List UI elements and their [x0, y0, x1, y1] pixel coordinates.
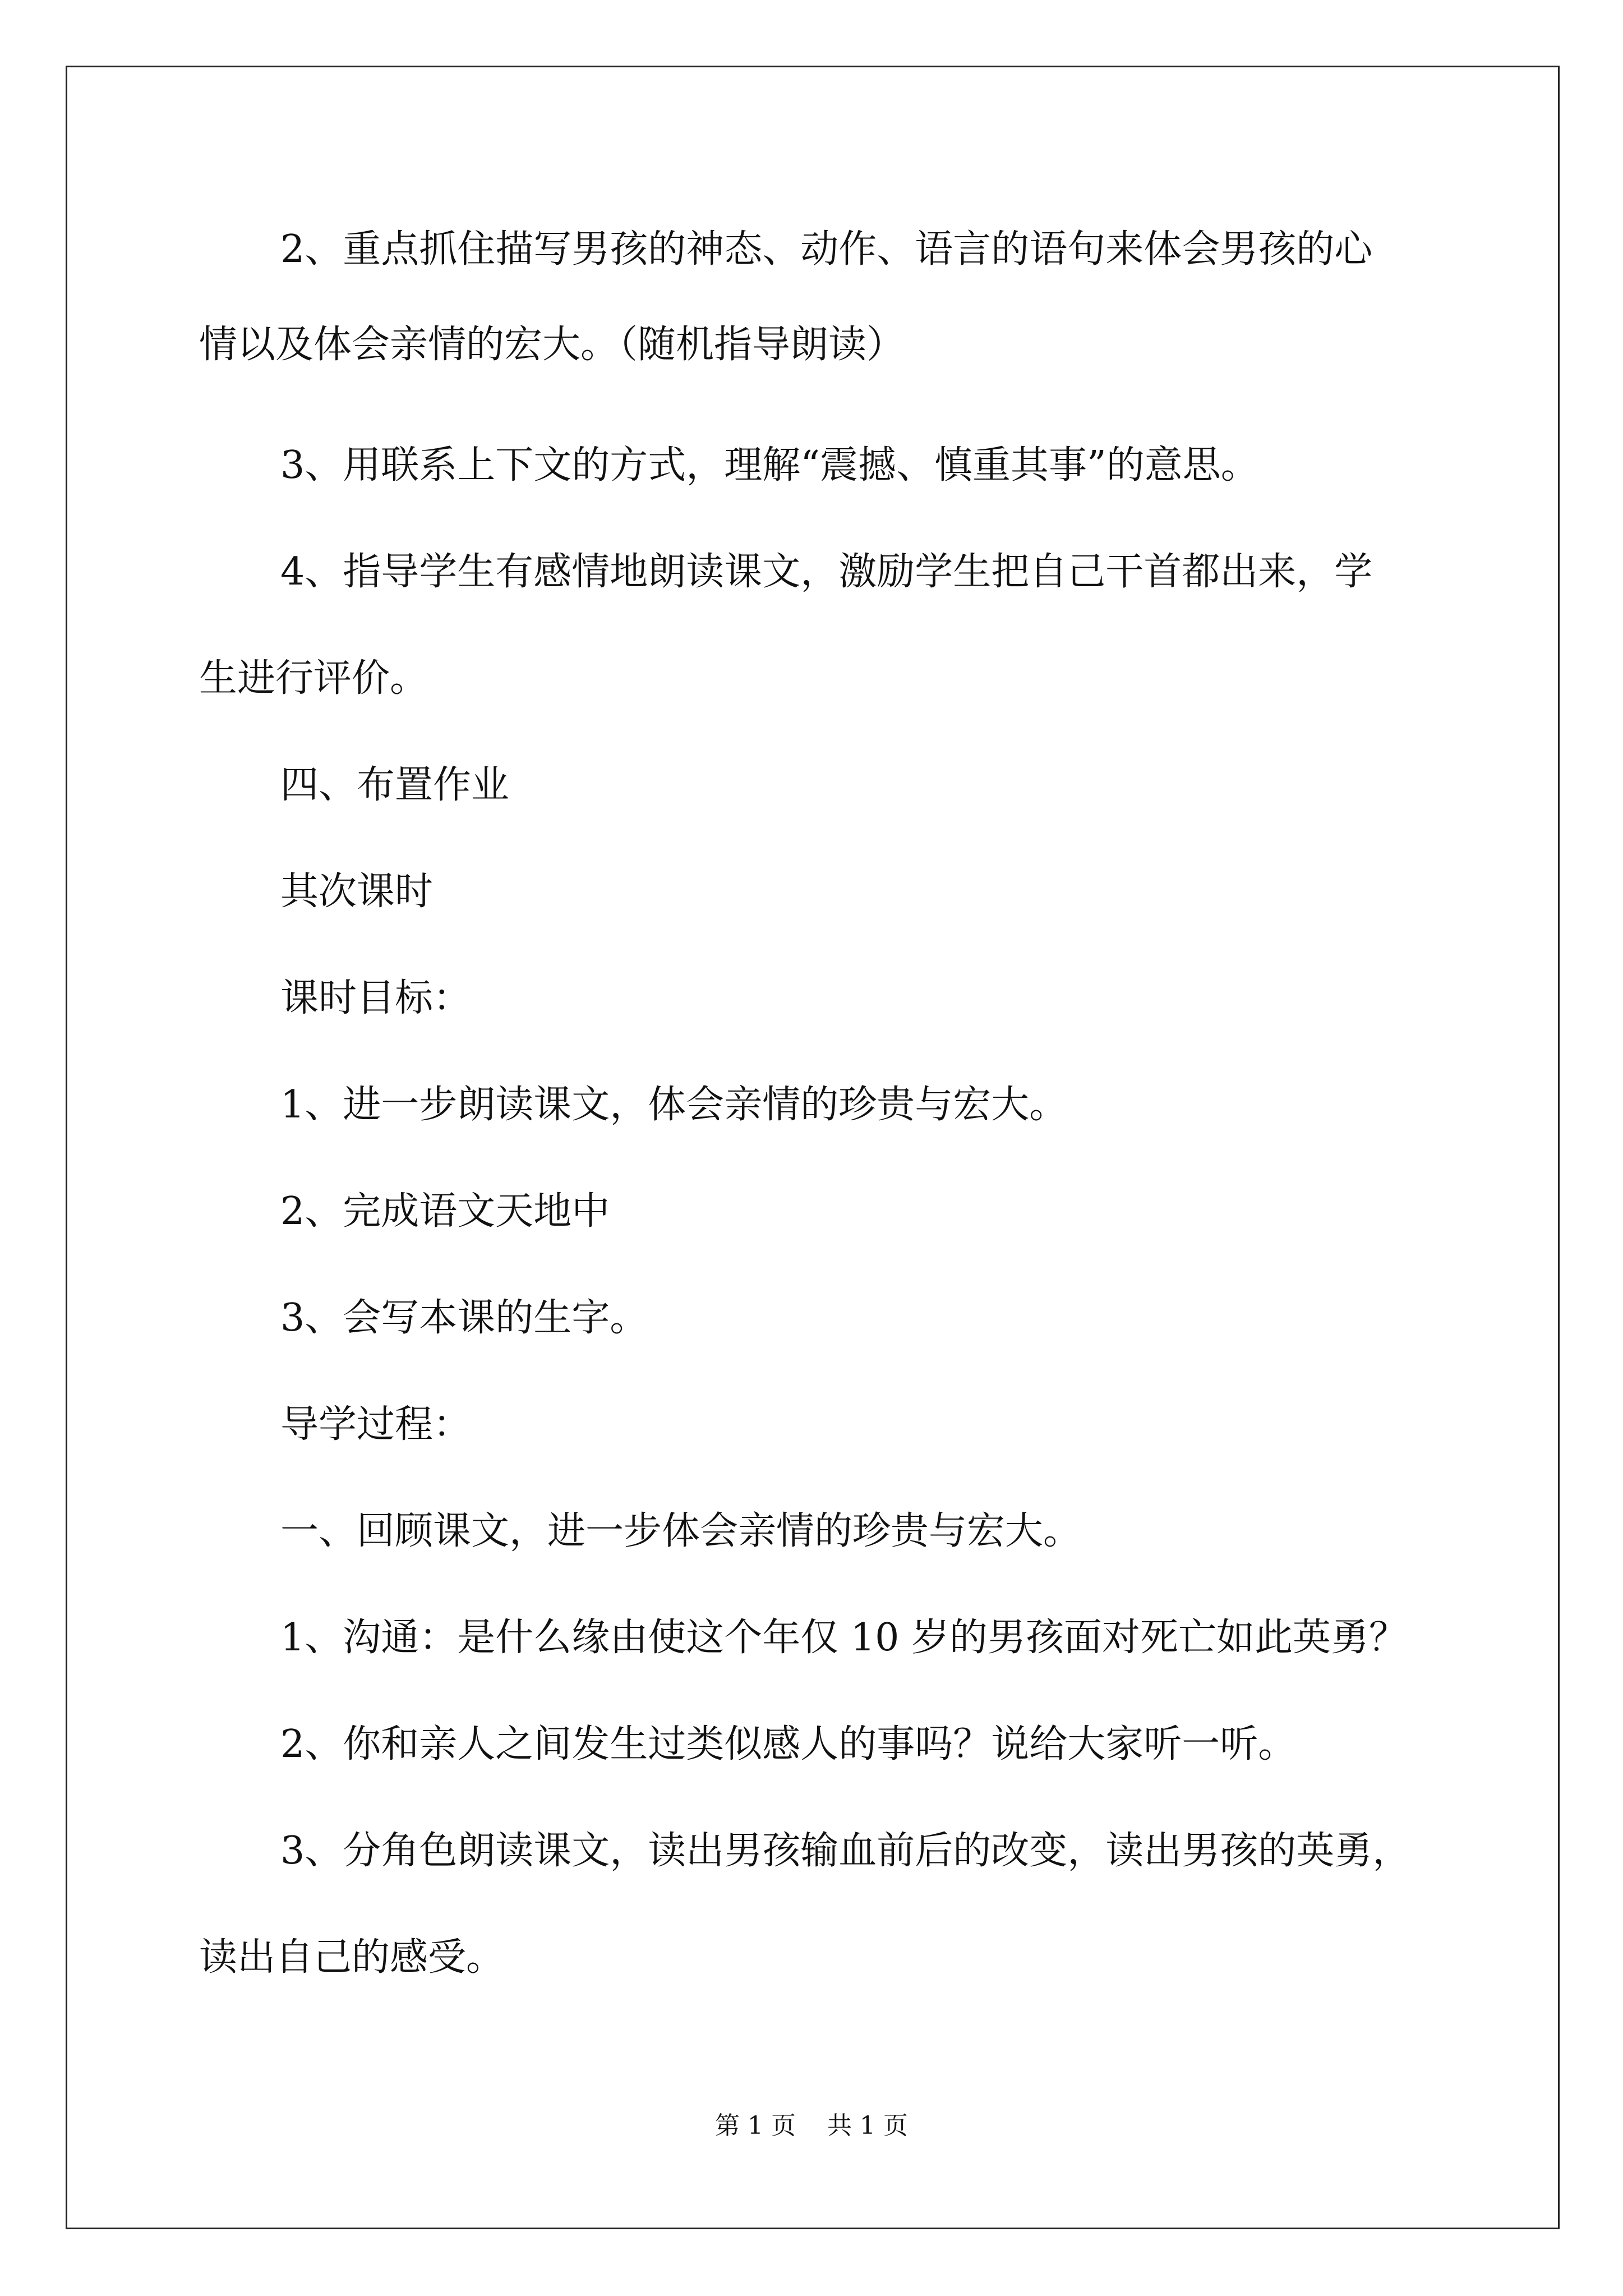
list-item: 1、沟通：是什么缘由使这个年仅 10 岁的男孩面对死亡如此英勇？: [280, 1616, 1408, 1660]
paragraph-line: 情以及体会亲情的宏大。（随机指导朗读）: [199, 323, 905, 367]
paragraph-line: 4、指导学生有感情地朗读课文，激励学生把自己干首都出来，学: [280, 550, 1373, 594]
list-item: 2、你和亲人之间发生过类似感人的事吗？说给大家听一听。: [280, 1722, 1297, 1766]
paragraph-line: 3、用联系上下文的方式，理解“震撼、慎重其事”的意思。: [280, 443, 1259, 487]
list-item: 3、会写本课的生字。: [280, 1296, 648, 1340]
paragraph-line: 2、重点抓住描写男孩的神态、动作、语言的语句来体会男孩的心: [280, 227, 1373, 272]
list-item: 3、分角色朗读课文，读出男孩输血前后的改变，读出男孩的英勇，: [280, 1829, 1411, 1873]
paragraph-line: 生进行评价。: [199, 656, 428, 701]
page-footer: 第 1 页 共 1 页: [715, 2111, 908, 2140]
page-border: [66, 66, 1560, 2229]
section-heading: 四、布置作业: [280, 763, 510, 807]
section-heading: 一、回顾课文，进一步体会亲情的珍贵与宏大。: [280, 1509, 1082, 1553]
section-heading: 课时目标：: [280, 976, 472, 1020]
list-item: 2、完成语文天地中: [280, 1189, 610, 1234]
list-item: 1、进一步朗读课文，体会亲情的珍贵与宏大。: [280, 1083, 1068, 1127]
paragraph-line: 读出自己的感受。: [199, 1935, 505, 1980]
section-heading: 导学过程：: [280, 1402, 472, 1447]
section-heading: 其次课时: [280, 869, 434, 914]
